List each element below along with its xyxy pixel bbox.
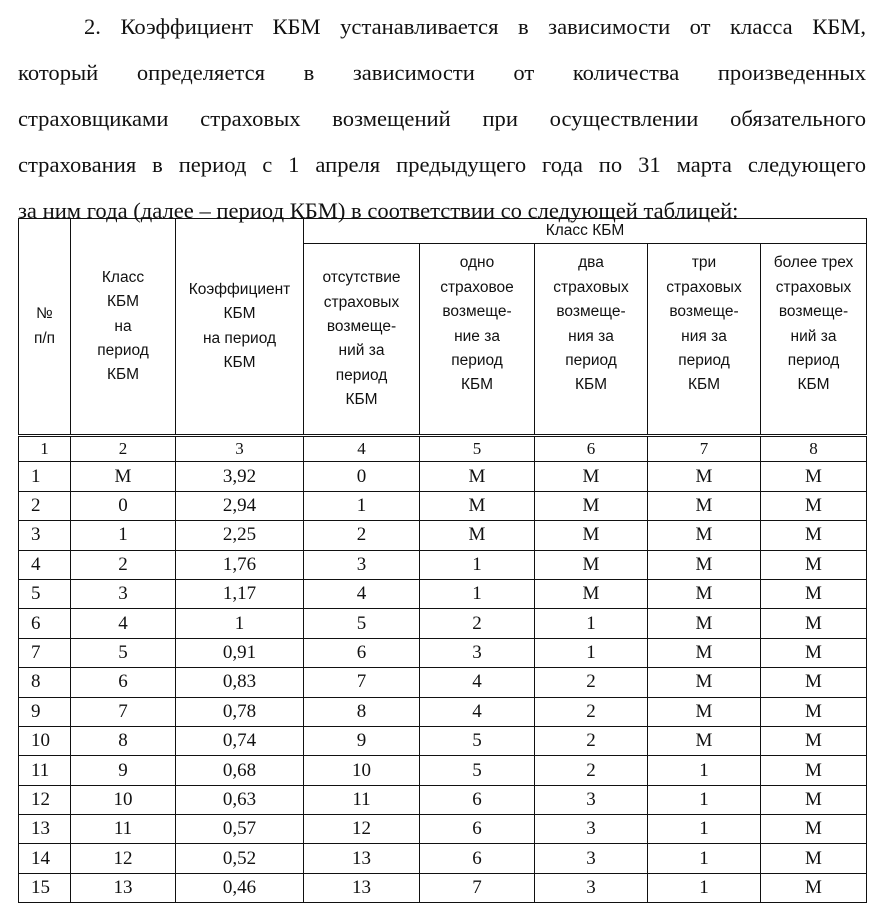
table-cell: M [420, 462, 535, 491]
table-row [19, 873, 867, 902]
table-cell: 1,76 [176, 550, 304, 579]
table-row [19, 756, 867, 785]
table-cell: 1 [176, 609, 304, 638]
table-cell: 2 [535, 756, 648, 785]
table-row [19, 815, 867, 844]
table-cell: 7 [420, 873, 535, 902]
table-cell: 2,94 [176, 491, 304, 520]
table-cell: 5 [304, 609, 420, 638]
table-row [19, 579, 867, 608]
paragraph-line: страховщиками страховых возмещений при осуществлении обязательного [18, 106, 866, 131]
table-row [19, 638, 867, 667]
table-cell: 2 [420, 609, 535, 638]
table-cell: M [648, 668, 761, 697]
table-cell: M [761, 638, 867, 667]
table-cell: 13 [304, 844, 420, 873]
table-cell: M [71, 462, 176, 491]
table-cell: M [648, 550, 761, 579]
column-number: 1 [19, 436, 71, 462]
table-cell: M [535, 550, 648, 579]
table-cell: M [761, 844, 867, 873]
table-cell: 3 [304, 550, 420, 579]
header-sub-none: отсутствие страховых возмеще- ний за период КБМ [304, 244, 420, 436]
table-cell: M [648, 579, 761, 608]
table-cell: 2,25 [176, 521, 304, 550]
table-row [19, 462, 867, 491]
header-class: Класс КБМ на период КБМ [71, 219, 176, 436]
table-cell: 9 [19, 697, 71, 726]
table-cell: 7 [71, 697, 176, 726]
table-body [19, 462, 867, 903]
header-sub-one: одно страховое возмеще- ние за период КБМ [420, 244, 535, 436]
table-cell: 4 [420, 697, 535, 726]
table-cell: 1 [535, 638, 648, 667]
table-cell: 10 [19, 726, 71, 755]
table-cell: M [761, 785, 867, 814]
table-cell: 2 [535, 697, 648, 726]
header-group-title: Класс КБМ [304, 219, 867, 244]
table-cell: M [761, 668, 867, 697]
table-cell: 1 [648, 756, 761, 785]
table-cell: 6 [420, 785, 535, 814]
table-cell: M [648, 697, 761, 726]
table-row [19, 697, 867, 726]
table-cell: 15 [19, 873, 71, 902]
table-row [19, 844, 867, 873]
table-cell: 13 [19, 815, 71, 844]
table-cell: M [761, 756, 867, 785]
header-num: № п/п [19, 219, 71, 436]
table-cell: M [761, 609, 867, 638]
table-cell: 8 [71, 726, 176, 755]
table-cell: 1 [420, 579, 535, 608]
table-cell: 11 [71, 815, 176, 844]
table-cell: 11 [19, 756, 71, 785]
table-cell: 13 [71, 873, 176, 902]
table-cell: M [761, 815, 867, 844]
kbm-table [18, 218, 867, 903]
table-cell: 2 [304, 521, 420, 550]
table-cell: 11 [304, 785, 420, 814]
table-cell: 6 [420, 815, 535, 844]
paragraph-line: 2. Коэффициент КБМ устанавливается в зависимости от класса КБМ, [84, 14, 866, 39]
table-cell: 1 [648, 815, 761, 844]
table-cell: 3 [535, 844, 648, 873]
table-cell: M [761, 491, 867, 520]
table-row [19, 521, 867, 550]
table-row [19, 668, 867, 697]
table-cell: 13 [304, 873, 420, 902]
paragraph-line: страхования в период с 1 апреля предыдущего года по 31 марта следующего [18, 152, 866, 177]
table-cell: M [648, 521, 761, 550]
table-cell: 3 [19, 521, 71, 550]
table-cell: M [761, 697, 867, 726]
table-cell: 2 [19, 491, 71, 520]
table-row [19, 609, 867, 638]
table-cell: M [761, 579, 867, 608]
header-sub-two: два страховых возмеще- ния за период КБМ [535, 244, 648, 436]
table-cell: 1 [648, 844, 761, 873]
column-number: 4 [304, 436, 420, 462]
table-cell: M [648, 609, 761, 638]
table-cell: 0,52 [176, 844, 304, 873]
table-cell: 6 [420, 844, 535, 873]
table-cell: M [535, 462, 648, 491]
table-cell: 5 [420, 756, 535, 785]
table-cell: 8 [304, 697, 420, 726]
table-cell: 5 [19, 579, 71, 608]
table-cell: 0,57 [176, 815, 304, 844]
table-cell: 7 [304, 668, 420, 697]
table-cell: 6 [71, 668, 176, 697]
table-cell: 4 [420, 668, 535, 697]
table-cell: 3 [535, 873, 648, 902]
column-number: 2 [71, 436, 176, 462]
table-cell: 1 [71, 521, 176, 550]
column-number: 3 [176, 436, 304, 462]
column-number: 7 [648, 436, 761, 462]
table-cell: 0 [71, 491, 176, 520]
table-cell: 0,91 [176, 638, 304, 667]
table-cell: M [535, 579, 648, 608]
table-cell: 6 [304, 638, 420, 667]
table-cell: M [535, 491, 648, 520]
table-cell: 5 [71, 638, 176, 667]
table-cell: 2 [535, 726, 648, 755]
table-cell: 2 [71, 550, 176, 579]
table-cell: 1 [648, 873, 761, 902]
intro-paragraph [18, 4, 866, 234]
table-cell: 14 [19, 844, 71, 873]
table-cell: M [648, 726, 761, 755]
header-sub-more-than-three: более трех страховых возмеще- ний за период КБМ [761, 244, 867, 436]
table-cell: 3 [535, 785, 648, 814]
table-cell: 0,78 [176, 697, 304, 726]
header-sub-three: три страховых возмеще- ния за период КБМ [648, 244, 761, 436]
table-cell: 0,68 [176, 756, 304, 785]
table-cell: 9 [71, 756, 176, 785]
column-number: 6 [535, 436, 648, 462]
table-cell: 12 [304, 815, 420, 844]
paragraph-line: который определяется в зависимости от количества произведенных [18, 60, 866, 85]
table-cell: M [648, 638, 761, 667]
table-cell: 0 [304, 462, 420, 491]
table-cell: 3 [535, 815, 648, 844]
table-cell: 7 [19, 638, 71, 667]
table-cell: 1 [648, 785, 761, 814]
table-cell: M [761, 462, 867, 491]
table-row [19, 785, 867, 814]
table-cell: 0,63 [176, 785, 304, 814]
table-cell: M [420, 521, 535, 550]
table-cell: M [420, 491, 535, 520]
table-cell: 1 [535, 609, 648, 638]
column-number: 8 [761, 436, 867, 462]
table-cell: M [761, 873, 867, 902]
header-coefficient: Коэффициент КБМ на период КБМ [176, 219, 304, 436]
table-cell: 10 [304, 756, 420, 785]
column-number-row [19, 436, 867, 462]
table-cell: 12 [19, 785, 71, 814]
table-cell: 0,74 [176, 726, 304, 755]
table-cell: 3,92 [176, 462, 304, 491]
table-cell: 4 [19, 550, 71, 579]
table-cell: 4 [71, 609, 176, 638]
table-cell: 2 [535, 668, 648, 697]
table-cell: 1,17 [176, 579, 304, 608]
paragraph-line: за ним года (далее – период КБМ) в соответствии со следующей таблицей: [18, 198, 739, 223]
table-cell: 1 [19, 462, 71, 491]
table-cell: 6 [19, 609, 71, 638]
table-row [19, 491, 867, 520]
table-cell: 8 [19, 668, 71, 697]
table-cell: M [648, 491, 761, 520]
table-cell: 0,46 [176, 873, 304, 902]
table-cell: 5 [420, 726, 535, 755]
table-cell: M [761, 550, 867, 579]
table-cell: M [761, 521, 867, 550]
table-cell: 9 [304, 726, 420, 755]
header-row [19, 219, 867, 244]
table-cell: 3 [71, 579, 176, 608]
table-cell: 0,83 [176, 668, 304, 697]
table-cell: 1 [420, 550, 535, 579]
table-cell: 4 [304, 579, 420, 608]
table-cell: M [648, 462, 761, 491]
table-cell: M [535, 521, 648, 550]
table-cell: 12 [71, 844, 176, 873]
table-cell: M [761, 726, 867, 755]
table-row [19, 550, 867, 579]
table-cell: 1 [304, 491, 420, 520]
column-number: 5 [420, 436, 535, 462]
table-cell: 10 [71, 785, 176, 814]
table-row [19, 726, 867, 755]
table-cell: 3 [420, 638, 535, 667]
